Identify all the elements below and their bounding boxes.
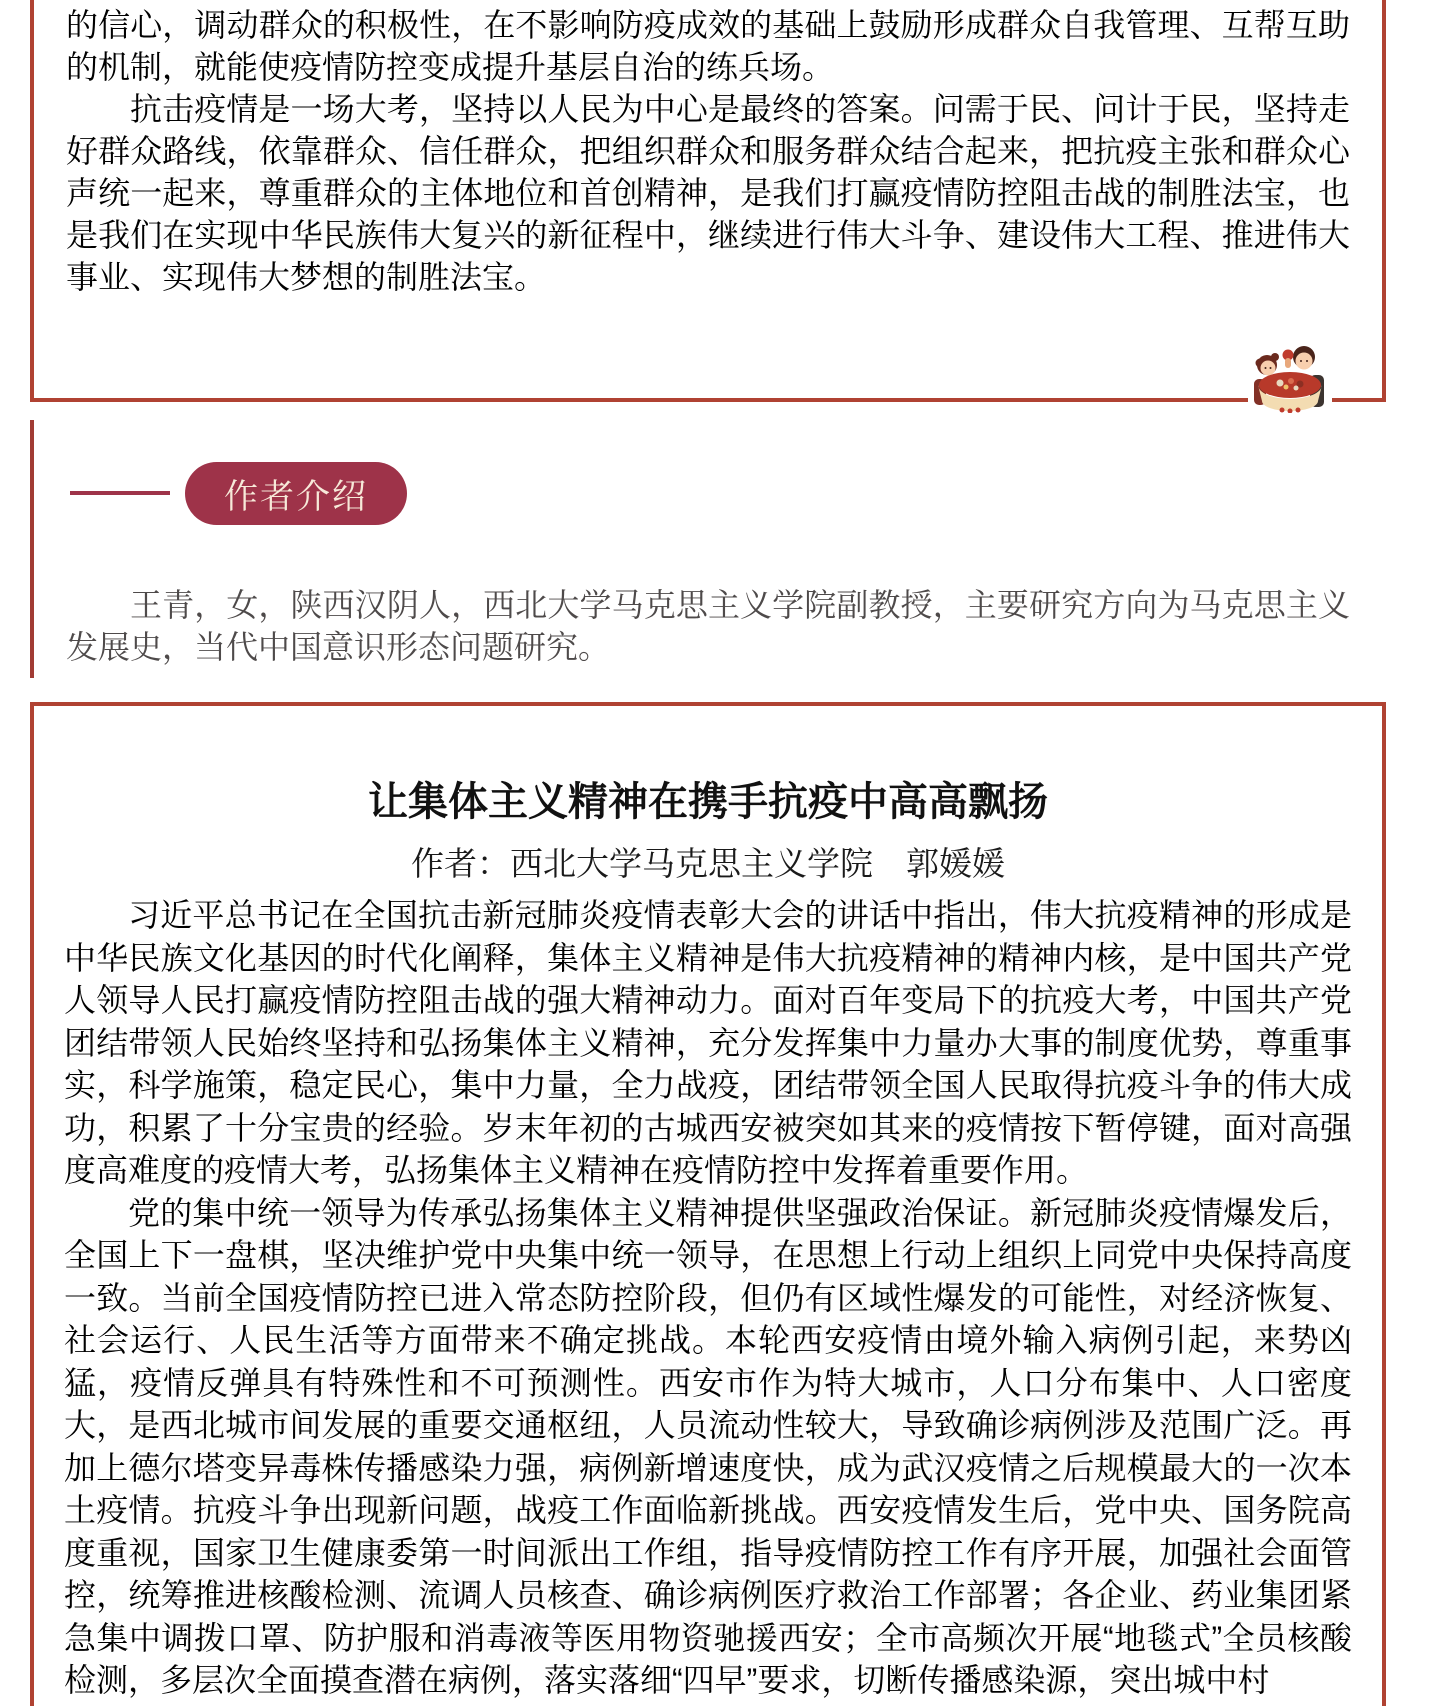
- article-byline: 作者：西北大学马克思主义学院 郭媛媛: [411, 845, 1005, 882]
- author-intro-badge-label: 作者介绍: [224, 478, 368, 516]
- children-food-bowl-icon: [1248, 341, 1332, 413]
- excerpt-paragraph: 的信心，调动群众的积极性，在不影响防疫成效的基础上鼓励形成群众自我管理、互帮互助的机制，就能使疫情防控变成提升基层自治的练兵场。: [66, 7, 1350, 85]
- author-bio: 王青，女，陕西汉阴人，西北大学马克思主义学院副教授，主要研究方向为马克思主义发展史，当代中国意识形态问题研究。: [66, 587, 1350, 665]
- excerpt-text: [66, 4, 1350, 298]
- article-title: 让集体主义精神在携手抗疫中高高飘扬: [368, 779, 1048, 824]
- article-paragraph: 习近平总书记在全国抗击新冠肺炎疫情表彰大会的讲话中指出，伟大抗疫精神的形成是中华民族文化基因的时代化阐释，集体主义精神是伟大抗疫精神的精神内核，是中国共产党人领导人民打赢疫情防控阻击战的强大精神动力。面对百年变局下的抗疫大考，中国共产党团结带领人民始终坚持和弘扬集体主义精神，充分发挥集中力量办大事的制度优势，尊重事实，科学施策，稳定民心，集中力量，全力战疫，团结带领全国人民取得抗疫斗争的伟大成功，积累了十分宝贵的经验。岁末年初的古城西安被突如其来的疫情按下暂停键，面对高强度高难度的疫情大考，弘扬集体主义精神在疫情防控中发挥着重要作用。: [64, 897, 1352, 1188]
- excerpt-box: [30, 0, 1386, 402]
- article-box: [30, 702, 1386, 1706]
- author-intro-badge: [185, 462, 407, 525]
- article-body: [64, 894, 1352, 1702]
- article-paragraph: 党的集中统一领导为传承弘扬集体主义精神提供坚强政治保证。新冠肺炎疫情爆发后，全国上下一盘棋，坚决维护党中央集中统一领导，在思想上行动上组织上同党中央保持高度一致。当前全国疫情防控已进入常态防控阶段，但仍有区域性爆发的可能性，对经济恢复、社会运行、人民生活等方面带来不确定挑战。本轮西安疫情由境外输入病例引起，来势凶猛，疫情反弹具有特殊性和不可预测性。西安市作为特大城市，人口分布集中、人口密度大，是西北城市间发展的重要交通枢纽，人员流动性较大，导致确诊病例涉及范围广泛。再加上德尔塔变异毒株传播感染力强，病例新增速度快，成为武汉疫情之后规模最大的一次本土疫情。抗疫斗争出现新问题，战疫工作面临新挑战。西安疫情发生后，党中央、国务院高度重视，国家卫生健康委第一时间派出工作组，指导疫情防控工作有序开展，加强社会面管控，统筹推进核酸检测、流调人员核查、确诊病例医疗救治工作部署；各企业、药业集团紧急集中调拨口罩、防护服和消毒液等医用物资驰援西安；全市高频次开展“地毯式”全员核酸检测，多层次全面摸查潜在病例，落实落细“四早”要求，切断传播感染源，突出城中村: [64, 1194, 1352, 1698]
- badge-leading-dash: [70, 491, 170, 495]
- excerpt-paragraph: 抗击疫情是一场大考，坚持以人民为中心是最终的答案。问需于民、问计于民，坚持走好群众路线，依靠群众、信任群众，把组织群众和服务群众结合起来，把抗疫主张和群众心声统一起来，尊重群众的主体地位和首创精神，是我们打赢疫情防控阻击战的制胜法宝，也是我们在实现中华民族伟大复兴的新征程中，继续进行伟大斗争、建设伟大工程、推进伟大事业、实现伟大梦想的制胜法宝。: [66, 91, 1350, 295]
- vertical-rule: [30, 420, 34, 678]
